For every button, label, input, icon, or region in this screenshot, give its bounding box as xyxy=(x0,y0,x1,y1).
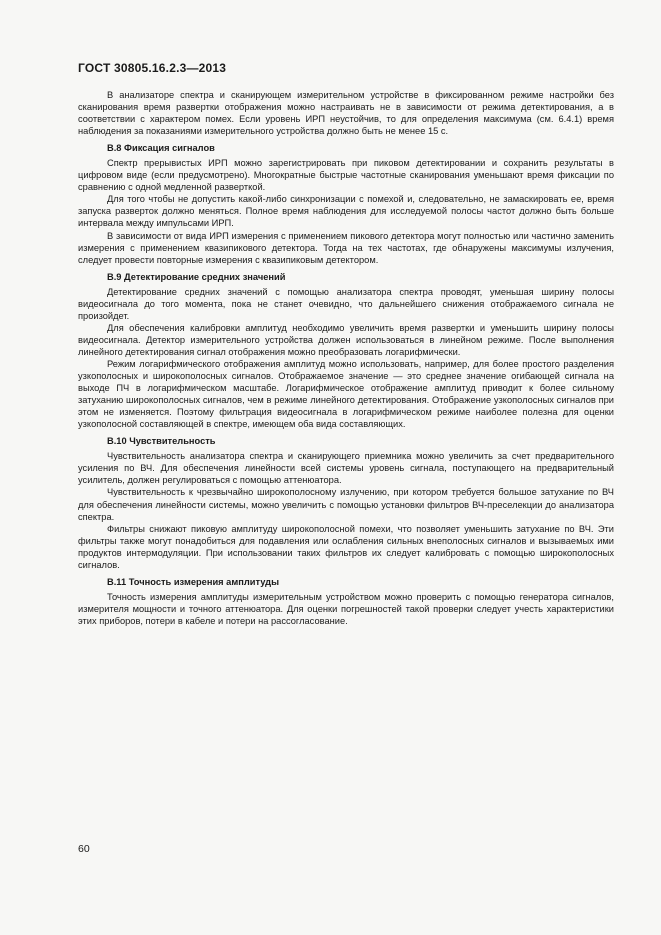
section-b8 xyxy=(78,142,614,265)
paragraph: Точность измерения амплитуды измерительным устройством можно проверить с помощью генератора сигналов, измерителя мощности и точного аттенюатора. Для оценки погрешностей такой проверки следует учесть характеристики этих приборов, потери в кабеле и потери на рассогласование. xyxy=(78,591,614,626)
paragraph: Для обеспечения калибровки амплитуд необходимо увеличить время развертки и уменьшить ширину полосы видеосигнала. Детектор измерительного устройства должен использоваться в линейном режиме. После выполнения линейного детектирования сигнал отображения можно преобразовать логарифмически. xyxy=(78,322,614,357)
paragraph: Чувствительность к чрезвычайно широкополосному излучению, при котором требуется большое затухание по ВЧ для обеспечения линейности системы, можно увеличить с помощью установки фильтров ВЧ-преселекции до анализатора спектра. xyxy=(78,487,614,522)
document-body xyxy=(78,89,614,627)
section-heading: В.11 Точность измерения амплитуды xyxy=(107,576,280,587)
paragraph: В зависимости от вида ИРП измерения с применением пикового детектора могут полностью или частично заменить измерения с применением квазипикового детектора. Тогда на тех частотах, где обнаружены максимумы излучения, следует провести повторные измерения с квазипиковым детектором. xyxy=(78,230,614,265)
paragraph: Чувствительность анализатора спектра и сканирующего приемника можно увеличить за счет предварительного усиления по ВЧ. Для обеспечения линейности всей системы уровень сигнала, поступающего на предварительный усилитель, должен регулироваться с помощью аттенюатора. xyxy=(78,451,614,486)
section-b10 xyxy=(78,435,614,571)
paragraph: Режим логарифмического отображения амплитуд можно использовать, например, для более простого разделения узкополосных и широкополосных сигналов. Отображаемое значение — это среднее значение огибающей сигнала на выходе ПЧ в логарифмическом масштабе. Логарифмическое отображение амплитуд приводит к более сильному затуханию широкополосных сигналов, чем в режиме линейного детектирования. Отображение узкополосных сигналов при этом не изменяется. Поэтому фильтрация видеосигнала в логарифмическом режиме наиболее полезна для оценки узкополосной составляющей в спектре, имеющем оба вида составляющих. xyxy=(78,358,614,430)
document-header: ГОСТ 30805.16.2.3—2013 xyxy=(78,61,227,75)
paragraph: Для того чтобы не допустить какой-либо синхронизации с помехой и, следовательно, не замаскировать ее, время запуска разверток должно меняться. Полное время наблюдения для исследуемой полосы частот должно быть больше интервала между импульсами ИРП. xyxy=(78,194,614,229)
section-heading: В.9 Детектирование средних значений xyxy=(107,271,286,282)
paragraph: Фильтры снижают пиковую амплитуду широкополосной помехи, что позволяет уменьшить затухание по ВЧ. Эти фильтры также могут понадобиться для подавления или ослабления сильных внеполосных сигналов и вызываемых ими продуктов интермодуляции. При использовании таких фильтров их следует калибровать с помощью широкополосных сигналов. xyxy=(78,523,614,570)
paragraph: В анализаторе спектра и сканирующем измерительном устройстве в фиксированном режиме настройки без сканирования время развертки отображения можно настраивать не в зависимости от режима детектирования, а в соответствии с характером помех. Если уровень ИРП неустойчив, то для определения максимума (см. 6.4.1) время наблюдения за показаниями измерительного устройства должно быть не менее 15 с. xyxy=(78,90,614,137)
section-b11 xyxy=(78,576,614,627)
section-heading: В.8 Фиксация сигналов xyxy=(107,143,215,154)
paragraph: Детектирование средних значений с помощью анализатора спектра проводят, уменьшая ширину полосы видеосигнала до того момента, пока не станет очевидно, что дальнейшего снижения отображаемого сигнала не произойдет. xyxy=(78,286,614,321)
section-b9 xyxy=(78,271,614,431)
section-heading: В.10 Чувствительность xyxy=(107,436,216,447)
paragraph: Спектр прерывистых ИРП можно зарегистрировать при пиковом детектировании и сохранить результаты в цифровом виде (если предусмотрено). Многократные быстрые частотные сканирования уменьшают время фиксации по сравнению с одной медленной разверткой. xyxy=(78,158,614,193)
page-number: 60 xyxy=(78,843,90,855)
